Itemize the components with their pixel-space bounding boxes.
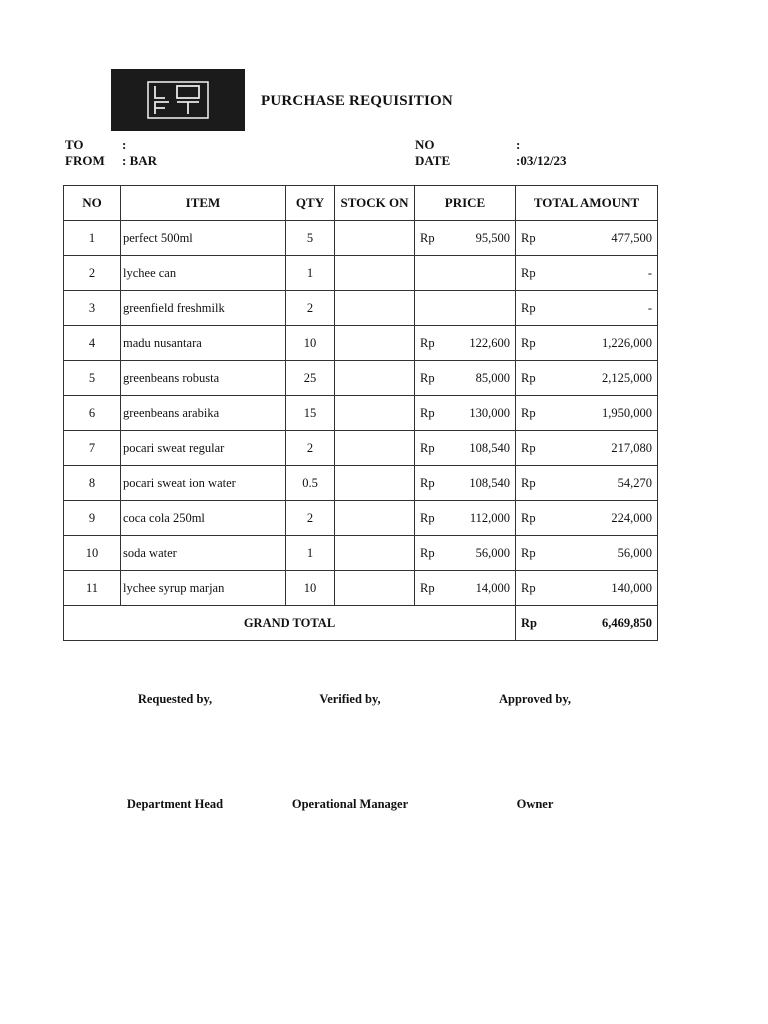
row-total-currency: Rp [521, 265, 536, 280]
no-value: : [516, 137, 521, 152]
row-price-currency: Rp [420, 370, 435, 385]
row-price: 108,540 [469, 440, 510, 455]
row-total: 477,500 [611, 230, 652, 245]
verified-by-label: Verified by, [319, 692, 381, 706]
table-row [64, 536, 658, 571]
row-total-cell [516, 221, 658, 256]
row-qty: 0.5 [286, 466, 335, 501]
row-item: lychee can [121, 256, 286, 291]
row-stock-on [335, 571, 415, 606]
grand-total-cell [516, 606, 658, 641]
col-header-price: PRICE [415, 186, 516, 221]
no-label: NO [415, 137, 435, 152]
row-total-currency: Rp [521, 370, 536, 385]
row-total-currency: Rp [521, 545, 536, 560]
row-total-cell [516, 571, 658, 606]
row-qty: 2 [286, 291, 335, 326]
row-total: 224,000 [611, 510, 652, 525]
row-price-cell [415, 256, 516, 291]
row-no: 11 [64, 571, 121, 606]
row-price-currency: Rp [420, 510, 435, 525]
row-total: 1,950,000 [602, 405, 652, 420]
table-row [64, 291, 658, 326]
row-price-currency: Rp [420, 545, 435, 560]
row-total-currency: Rp [521, 335, 536, 350]
col-header-qty: QTY [286, 186, 335, 221]
row-qty: 10 [286, 326, 335, 361]
table-row [64, 431, 658, 466]
row-total-currency: Rp [521, 510, 536, 525]
row-price: 108,540 [469, 475, 510, 490]
row-qty: 1 [286, 536, 335, 571]
requested-by-label: Requested by, [137, 692, 213, 706]
row-item: lychee syrup marjan [121, 571, 286, 606]
row-total: 140,000 [611, 580, 652, 595]
row-no: 8 [64, 466, 121, 501]
row-stock-on [335, 466, 415, 501]
grand-total-label: GRAND TOTAL [64, 606, 516, 641]
row-total-cell [516, 501, 658, 536]
loft-logo [111, 69, 245, 131]
row-price-currency: Rp [420, 580, 435, 595]
row-item: pocari sweat ion water [121, 466, 286, 501]
row-price-currency: Rp [420, 335, 435, 350]
row-price: 85,000 [475, 370, 510, 385]
from-value: : BAR [122, 153, 158, 168]
table-row [64, 361, 658, 396]
approved-by-label: Approved by, [498, 692, 571, 706]
row-total-currency: Rp [521, 405, 536, 420]
row-stock-on [335, 291, 415, 326]
table-row [64, 326, 658, 361]
row-item: soda water [121, 536, 286, 571]
row-stock-on [335, 326, 415, 361]
grand-total-value: 6,469,850 [602, 615, 652, 630]
row-total-currency: Rp [521, 475, 536, 490]
row-price-currency: Rp [420, 230, 435, 245]
col-header-stock-on: STOCK ON [335, 186, 415, 221]
table-row [64, 396, 658, 431]
row-total: 54,270 [617, 475, 652, 490]
row-price: 122,600 [469, 335, 510, 350]
row-stock-on [335, 431, 415, 466]
row-total-currency: Rp [521, 300, 536, 315]
row-no: 2 [64, 256, 121, 291]
row-total-cell [516, 396, 658, 431]
row-item: greenbeans robusta [121, 361, 286, 396]
row-price: 56,000 [475, 545, 510, 560]
row-price: 95,500 [475, 230, 510, 245]
row-price-cell [415, 326, 516, 361]
row-qty: 15 [286, 396, 335, 431]
row-item: coca cola 250ml [121, 501, 286, 536]
row-total: - [647, 265, 652, 280]
row-qty: 25 [286, 361, 335, 396]
row-no: 1 [64, 221, 121, 256]
row-total-currency: Rp [521, 230, 536, 245]
row-total-cell [516, 326, 658, 361]
row-qty: 5 [286, 221, 335, 256]
row-total-cell [516, 536, 658, 571]
row-price-cell [415, 536, 516, 571]
row-total-cell [516, 256, 658, 291]
row-total-cell [516, 361, 658, 396]
grand-total-row [64, 606, 658, 641]
col-header-no: NO [64, 186, 121, 221]
row-total-currency: Rp [521, 580, 536, 595]
row-no: 10 [64, 536, 121, 571]
row-price-cell [415, 431, 516, 466]
owner-role: Owner [516, 797, 554, 811]
row-total: 2,125,000 [602, 370, 652, 385]
department-head-role: Department Head [126, 797, 224, 811]
row-qty: 10 [286, 571, 335, 606]
row-price-cell [415, 221, 516, 256]
row-no: 3 [64, 291, 121, 326]
page-title: PURCHASE REQUISITION [261, 93, 453, 109]
table-row [64, 501, 658, 536]
row-price-cell [415, 396, 516, 431]
row-stock-on [335, 256, 415, 291]
from-label: FROM [65, 153, 105, 168]
row-stock-on [335, 501, 415, 536]
row-no: 6 [64, 396, 121, 431]
row-item: madu nusantara [121, 326, 286, 361]
table-row [64, 466, 658, 501]
row-no: 4 [64, 326, 121, 361]
loft-logo-mark [147, 81, 209, 119]
row-no: 5 [64, 361, 121, 396]
operational-manager-role: Operational Manager [291, 797, 409, 811]
row-total-cell [516, 466, 658, 501]
table-row [64, 571, 658, 606]
col-header-item: ITEM [121, 186, 286, 221]
row-price-cell [415, 501, 516, 536]
row-item: greenbeans arabika [121, 396, 286, 431]
row-total-cell [516, 291, 658, 326]
row-stock-on [335, 396, 415, 431]
row-qty: 1 [286, 256, 335, 291]
row-price: 130,000 [469, 405, 510, 420]
row-price-cell [415, 291, 516, 326]
row-total: 1,226,000 [602, 335, 652, 350]
row-no: 9 [64, 501, 121, 536]
requisition-table [63, 185, 658, 641]
row-item: perfect 500ml [121, 221, 286, 256]
row-price: 14,000 [475, 580, 510, 595]
row-price-currency: Rp [420, 440, 435, 455]
row-price-currency: Rp [420, 475, 435, 490]
to-label: TO [65, 137, 84, 152]
row-total-cell [516, 431, 658, 466]
table-row [64, 221, 658, 256]
row-price-currency: Rp [420, 405, 435, 420]
table-header-row [64, 186, 658, 221]
row-total: 217,080 [611, 440, 652, 455]
row-item: pocari sweat regular [121, 431, 286, 466]
row-price-cell [415, 571, 516, 606]
row-item: greenfield freshmilk [121, 291, 286, 326]
row-stock-on [335, 536, 415, 571]
row-qty: 2 [286, 501, 335, 536]
grand-total-currency: Rp [521, 615, 537, 630]
date-value: :03/12/23 [516, 153, 567, 168]
col-header-total-amount: TOTAL AMOUNT [516, 186, 658, 221]
to-value: : [122, 137, 127, 152]
row-total-currency: Rp [521, 440, 536, 455]
row-price: 112,000 [469, 510, 510, 525]
row-price-cell [415, 361, 516, 396]
date-label: DATE [415, 153, 451, 168]
row-qty: 2 [286, 431, 335, 466]
row-stock-on [335, 221, 415, 256]
row-stock-on [335, 361, 415, 396]
row-total: 56,000 [617, 545, 652, 560]
table-row [64, 256, 658, 291]
row-price-cell [415, 466, 516, 501]
row-no: 7 [64, 431, 121, 466]
row-total: - [647, 300, 652, 315]
